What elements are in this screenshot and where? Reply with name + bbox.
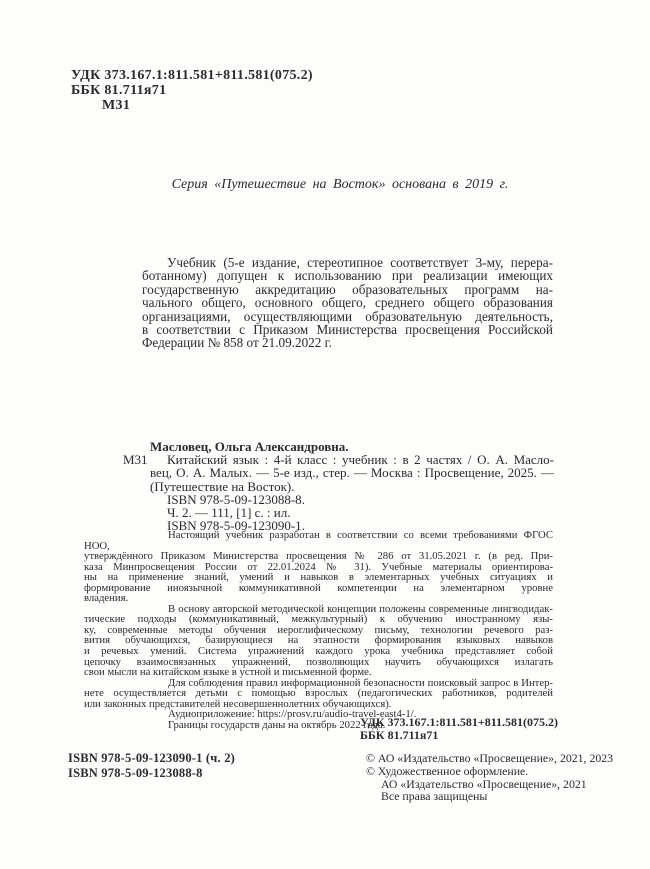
annotation-paragraph-safety: Для соблюдения правил информационной безопасности поисковый запрос в Интер- нете осуществляется детьми с помощью взрослых (педагогических работников, родителей или законных представителей несовершеннолетних обучающихся). [84, 676, 553, 710]
approval-paragraph: Учебник (5-е издание, стереотипное соответствует 3-му, перера- ботанному) допущен к использованию при реализации имеющих государственную аккредитацию образовательных программ на- чального общего, основного общего, среднего общего образования организациями, осуществляющими образовательную деятельность, в соответствии с Приказом Министерства просвещения Российской Федерации № 858 от 21.09.2022 г. [142, 255, 553, 351]
author-mark: М31 [102, 98, 131, 113]
bbk-code: ББК 81.711я71 [360, 728, 439, 742]
copyright-block: © АО «Издательство «Просвещение», 2021, 2023 © Художественное оформление. АО «Издательство «Просвещение», 2021 Все права защищены [366, 751, 614, 804]
udk-code: УДК 373.167.1:811.581+811.581(075.2) [360, 715, 559, 729]
bibliographic-entry [123, 439, 554, 534]
udk-code: УДК 373.167.1:811.581+811.581(075.2) [71, 68, 313, 83]
annotation [84, 530, 553, 730]
series-note: Серия «Путешествие на Восток» основана в 2019 г. [171, 177, 509, 192]
bottom-classification-codes [360, 716, 558, 742]
top-classification-codes [71, 68, 313, 113]
annotation-borders-note: Границы государств даны на октябрь 2022 года. [168, 718, 386, 731]
annotation-paragraph-requirements: Настоящий учебник разработан в соответствии со всеми требованиями ФГОС НОО, утверждённого Приказом Министерства просвещения № 286 от 31.05.2021 г. (в ред. При- каза Минпросвещения России от 22.01.2024 № 31). Учебные материалы ориентирова- ны на применение знаний, умений и навыков в элементарных учебных ситуациях и формирование иноязычной коммуникативной компетенции на элементарном уровне владения. [84, 529, 553, 605]
bibliographic-lines: Масловец, Ольга Александровна. Китайский язык : 4-й класс : учебник : в 2 частях / О. А. Масло- вец, О. А. Малых. — 5-е изд., стер. — Москва : Просвещение, 2025. — (Путешествие на Восток). ISBN 978-5-09-123088-8. Ч. 2. — 111, [1] с. : ил. ISBN 978-5-09-123090-1. [150, 439, 554, 534]
author-mark: М31 [123, 452, 148, 468]
annotation-paragraph-methodology: В основу авторской методической концепции положены современные лингводидак- тические подходы (коммуникативный, межкультурный) к обучению иностранному язы- ку, современные методы обучения иероглифическому письму, технологии речевого раз- вития обучающихся, базирующиеся на этапности формирования языковых навыков и речевых умений. Система упражнений каждого урока учебника представляет собой цепочку взаимосвязанных упражнений, позволяющих научить обучающихся излагать свои мысли на китайском языке в устной и письменной форме. [84, 602, 553, 679]
isbn-block: ISBN 978-5-09-123090-1 (ч. 2) ISBN 978-5-09-123088-8 [68, 751, 236, 780]
annotation-audio-link: Аудиоприложение: https://prosv.ru/audio-travel-east4-1/. [168, 708, 417, 721]
bbk-code: ББК 81.711я71 [71, 83, 167, 98]
